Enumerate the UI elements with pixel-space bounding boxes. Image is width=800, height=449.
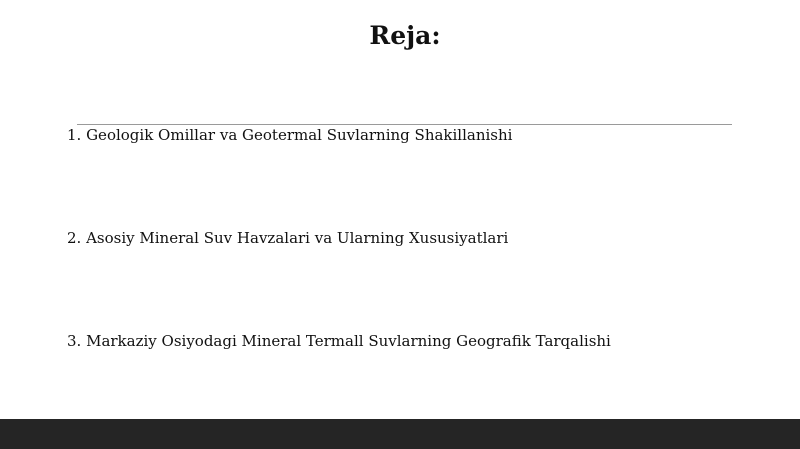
plan-item-1: 1. Geologik Omillar va Geotermal Suvlarning Shakillanishi [67, 126, 513, 144]
plan-item-2: 2. Asosiy Mineral Suv Havzalari va Ularning Xususiyatlari [67, 229, 509, 247]
slide-title: Reja: [369, 21, 441, 50]
footer-bar [0, 419, 800, 449]
plan-item-3: 3. Markaziy Osiyodagi Mineral Termall Suvlarning Geografik Tarqalishi [67, 332, 611, 350]
